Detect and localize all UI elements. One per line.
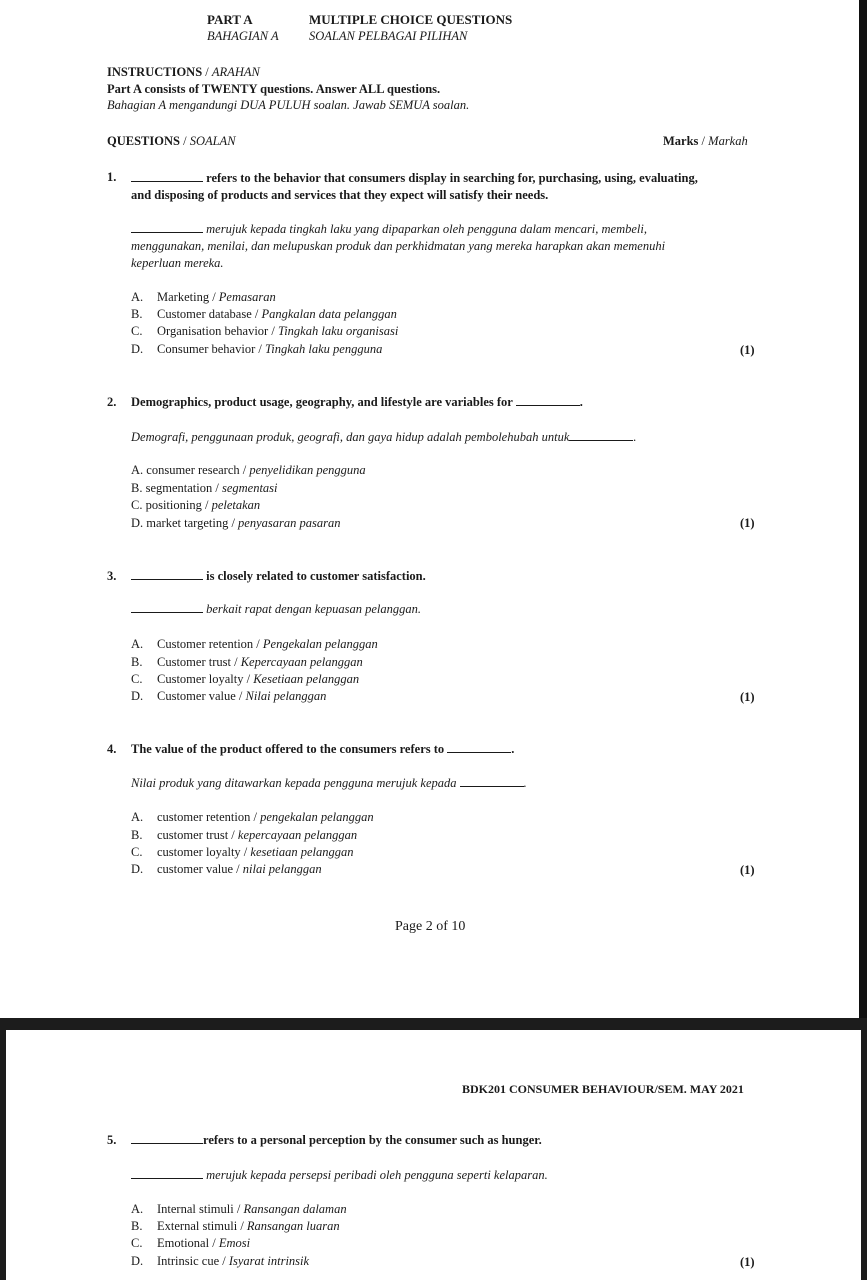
- question-stem-ms: Demografi, penggunaan produk, geografi, dan gaya hidup adalah pembolehubah untuk .: [131, 430, 637, 444]
- questions-heading: QUESTIONS / SOALAN: [107, 134, 236, 148]
- option-c[interactable]: C. positioning / peletakan: [131, 498, 261, 512]
- course-header: BDK201 CONSUMER BEHAVIOUR/SEM. MAY 2021: [462, 1082, 744, 1096]
- option-b[interactable]: B. segmentation / segmentasi: [131, 481, 278, 495]
- question-marks: (1): [740, 343, 755, 357]
- page-edge: [859, 0, 867, 1022]
- question-stem-en: Demographics, product usage, geography, and lifestyle are variables for .: [131, 395, 583, 409]
- instructions-en: Part A consists of TWENTY questions. Answer ALL questions.: [107, 82, 441, 96]
- question-marks: (1): [740, 516, 755, 530]
- question-stem-en: The value of the product offered to the consumers refers to .: [131, 742, 515, 756]
- question-stem-ms: merujuk kepada persepsi peribadi oleh pengguna seperti kelaparan.: [131, 1168, 548, 1183]
- section-title: MULTIPLE CHOICE QUESTIONS: [309, 12, 513, 27]
- option-c[interactable]: C. customer loyalty / kesetiaan pelanggan: [131, 845, 354, 859]
- option-a[interactable]: A. consumer research / penyelidikan pengguna: [131, 463, 366, 477]
- question-stem-ms: Nilai produk yang ditawarkan kepada pengguna merujuk kepada .: [131, 776, 527, 790]
- option-c[interactable]: C. Emotional / Emosi: [131, 1236, 251, 1250]
- option-a[interactable]: A. customer retention / pengekalan pelanggan: [131, 810, 374, 824]
- page-edge: [0, 1030, 6, 1280]
- question-number: 1.: [107, 170, 117, 184]
- question-stem-ms: berkait rapat dengan kepuasan pelanggan.: [131, 602, 421, 617]
- part-label-ms: BAHAGIAN A: [207, 29, 279, 43]
- question-marks: (1): [740, 1255, 755, 1269]
- instructions-heading: INSTRUCTIONS / ARAHAN: [107, 65, 260, 79]
- question-number: 2.: [107, 395, 117, 409]
- option-c[interactable]: C. Customer loyalty / Kesetiaan pelanggan: [131, 672, 360, 686]
- option-a[interactable]: A. Marketing / Pemasaran: [131, 290, 276, 304]
- option-d[interactable]: D. Intrinsic cue / Isyarat intrinsik: [131, 1254, 310, 1268]
- page-number: Page 2 of 10: [395, 919, 466, 934]
- part-label: PART A: [207, 12, 253, 27]
- option-a[interactable]: A. Internal stimuli / Ransangan dalaman: [131, 1202, 347, 1216]
- question-number: 3.: [107, 569, 117, 583]
- question-marks: (1): [740, 863, 755, 877]
- option-b[interactable]: B. External stimuli / Ransangan luaran: [131, 1219, 340, 1233]
- option-b[interactable]: B. Customer trust / Kepercayaan pelanggan: [131, 655, 363, 669]
- question-number: 5.: [107, 1133, 117, 1147]
- page-divider: [0, 1018, 867, 1030]
- option-d[interactable]: D. customer value / nilai pelanggan: [131, 862, 322, 876]
- option-d[interactable]: D. Consumer behavior / Tingkah laku pengguna: [131, 342, 383, 356]
- option-a[interactable]: A. Customer retention / Pengekalan pelanggan: [131, 637, 378, 651]
- option-d[interactable]: D. market targeting / penyasaran pasaran: [131, 516, 341, 530]
- section-title-ms: SOALAN PELBAGAI PILIHAN: [309, 29, 468, 43]
- option-b[interactable]: B. customer trust / kepercayaan pelanggan: [131, 828, 358, 842]
- question-stem-ms: merujuk kepada tingkah laku yang dipaparkan oleh pengguna dalam mencari, membeli, menggunakan, menilai, dan melupuskan produk dan perkhidmatan yang mereka harapkan akan memenuhi keperluan mereka.: [131, 222, 666, 270]
- question-stem-en: is closely related to customer satisfaction.: [131, 569, 426, 584]
- marks-heading: Marks / Markah: [663, 134, 748, 148]
- option-c[interactable]: C. Organisation behavior / Tingkah laku organisasi: [131, 324, 399, 338]
- instructions-ms: Bahagian A mengandungi DUA PULUH soalan. Jawab SEMUA soalan.: [107, 98, 470, 112]
- question-stem-en: refers to the behavior that consumers display in searching for, purchasing, using, evaluating, and disposing of products and services that they expect will satisfy their needs.: [131, 171, 698, 202]
- option-b[interactable]: B. Customer database / Pangkalan data pelanggan: [131, 307, 397, 321]
- option-d[interactable]: D. Customer value / Nilai pelanggan: [131, 689, 327, 703]
- question-marks: (1): [740, 690, 755, 704]
- question-number: 4.: [107, 742, 117, 756]
- question-stem-en: refers to a personal perception by the consumer such as hunger.: [131, 1133, 542, 1148]
- page-edge: [861, 1030, 867, 1280]
